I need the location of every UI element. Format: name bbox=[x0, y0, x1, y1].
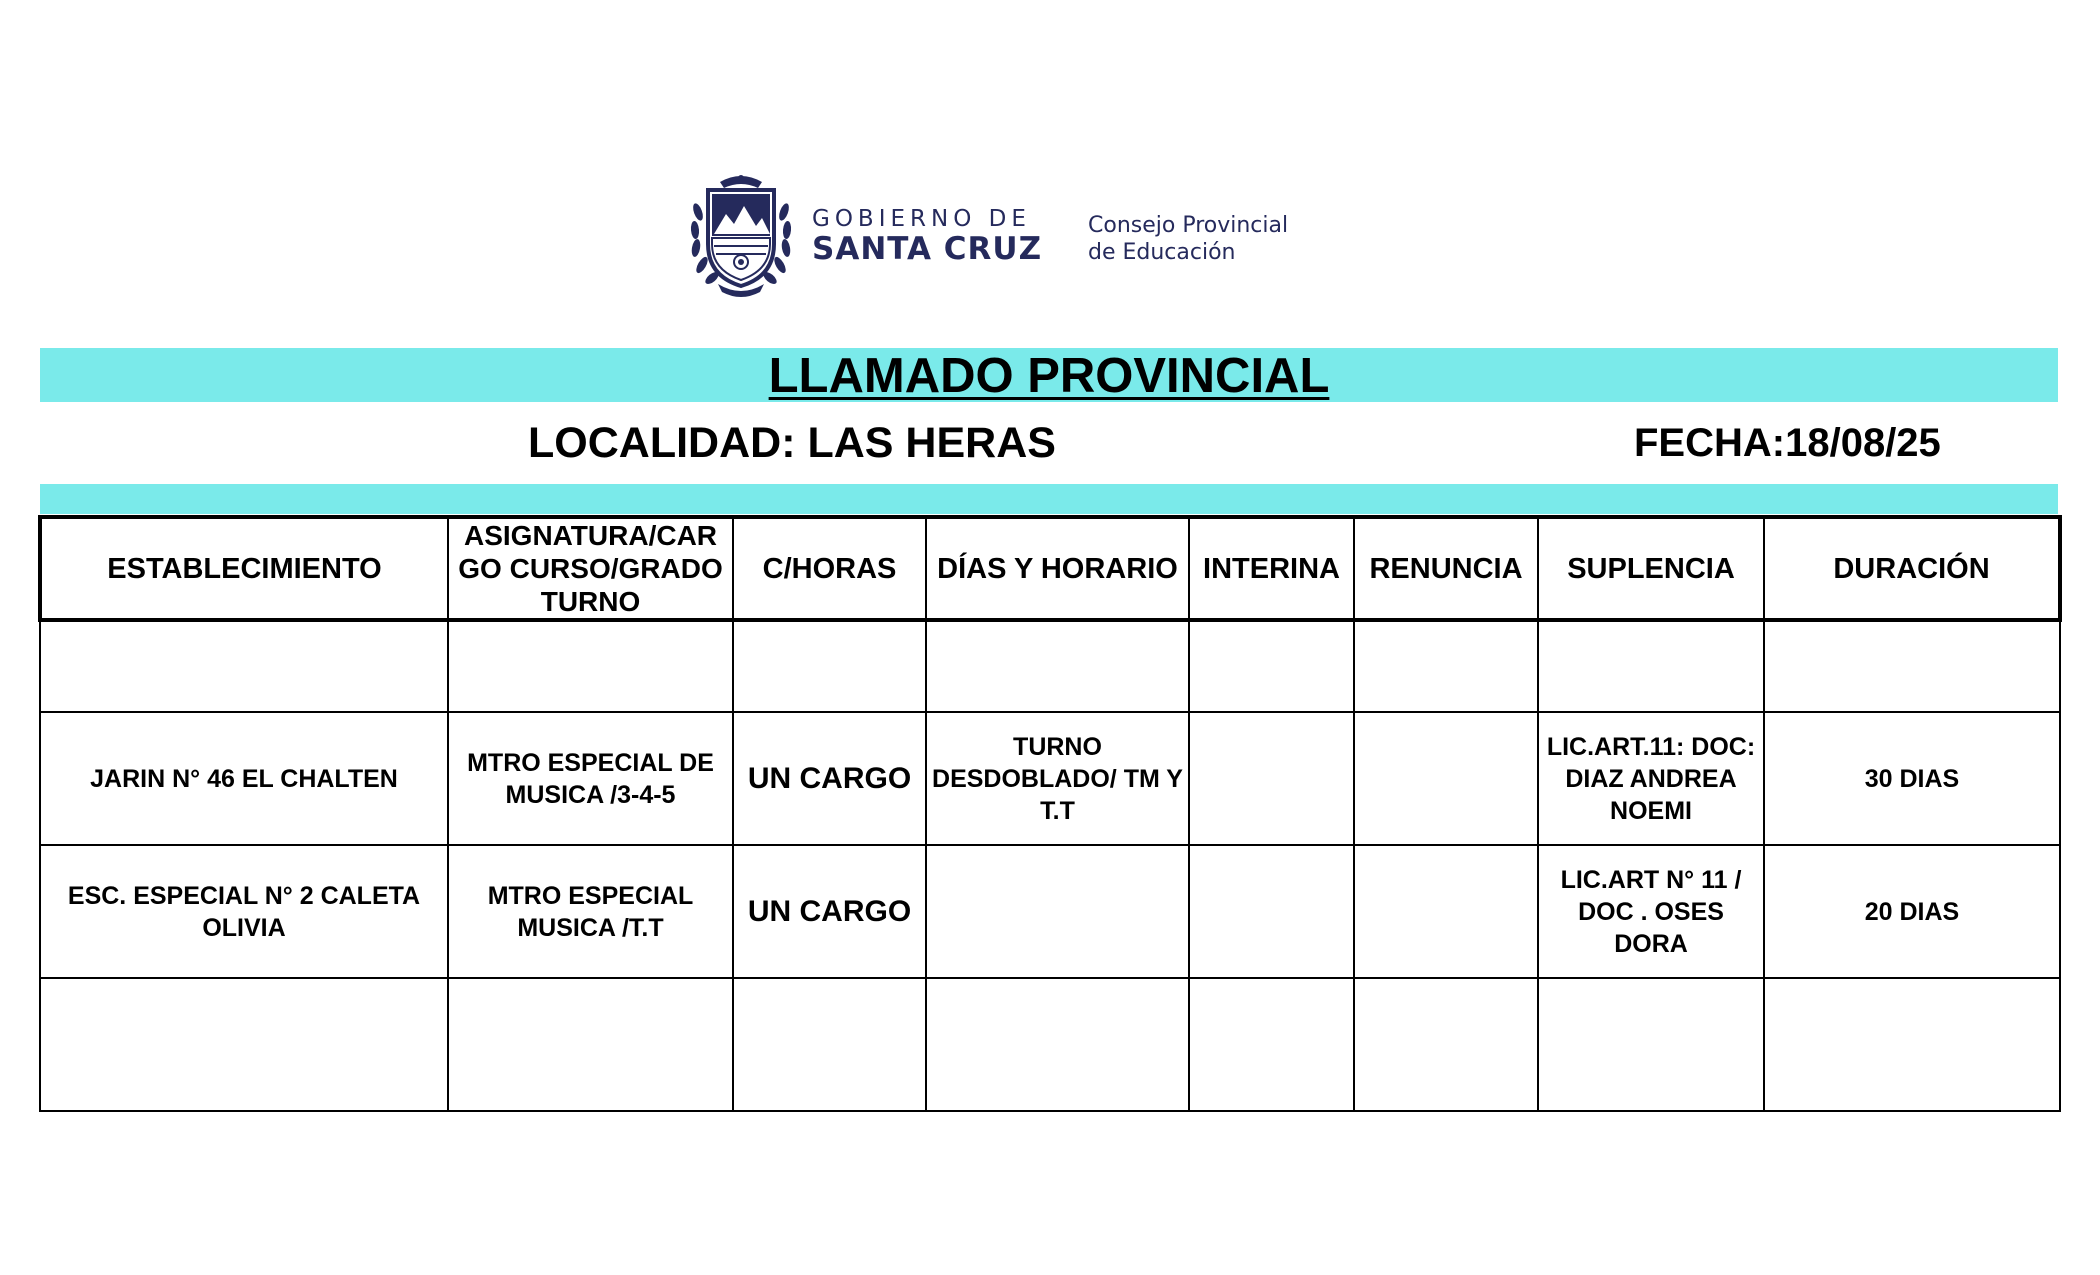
table-cell: JARIN N° 46 EL CHALTEN bbox=[40, 712, 448, 845]
table-row bbox=[40, 620, 2060, 712]
table-cell bbox=[40, 978, 448, 1111]
table-cell bbox=[1538, 978, 1764, 1111]
column-header: ASIGNATURA/CAR GO CURSO/GRADO TURNO bbox=[448, 517, 733, 620]
column-header: ESTABLECIMIENTO bbox=[40, 517, 448, 620]
table-cell: LIC.ART N° 11 / DOC . OSES DORA bbox=[1538, 845, 1764, 978]
table-cell: 20 DIAS bbox=[1764, 845, 2060, 978]
table-cell bbox=[1189, 845, 1354, 978]
column-header: SUPLENCIA bbox=[1538, 517, 1764, 620]
column-header: DÍAS Y HORARIO bbox=[926, 517, 1189, 620]
table-cell: MTRO ESPECIAL MUSICA /T.T bbox=[448, 845, 733, 978]
table-cell: TURNO DESDOBLADO/ TM Y T.T bbox=[926, 712, 1189, 845]
table-cell bbox=[926, 845, 1189, 978]
table-cell bbox=[1764, 620, 2060, 712]
table-cell bbox=[733, 620, 926, 712]
column-header: RENUNCIA bbox=[1354, 517, 1538, 620]
column-header: DURACIÓN bbox=[1764, 517, 2060, 620]
council-line-1: Consejo Provincial bbox=[1088, 213, 1289, 238]
table-cell bbox=[1189, 620, 1354, 712]
table-cell: UN CARGO bbox=[733, 845, 926, 978]
table-cell bbox=[1189, 712, 1354, 845]
table-cell bbox=[448, 978, 733, 1111]
table-cell bbox=[733, 978, 926, 1111]
locality-label: LOCALIDAD: LAS HERAS bbox=[528, 419, 1056, 467]
column-header: C/HORAS bbox=[733, 517, 926, 620]
table-cell bbox=[1189, 978, 1354, 1111]
table-cell bbox=[40, 620, 448, 712]
council-line-2: de Educación bbox=[1088, 240, 1236, 265]
table-cell bbox=[1764, 978, 2060, 1111]
table-cell bbox=[1538, 620, 1764, 712]
header-logo bbox=[690, 172, 1330, 302]
table-cell: ESC. ESPECIAL N° 2 CALETA OLIVIA bbox=[40, 845, 448, 978]
table-row bbox=[40, 712, 2060, 845]
table-header-row bbox=[40, 517, 2060, 620]
table-cell bbox=[448, 620, 733, 712]
table-cell: MTRO ESPECIAL DE MUSICA /3-4-5 bbox=[448, 712, 733, 845]
vacancy-table bbox=[38, 515, 2062, 1112]
date-label: FECHA:18/08/25 bbox=[1634, 421, 1941, 465]
government-line-1: GOBIERNO DE bbox=[812, 206, 1031, 232]
table-cell bbox=[1354, 845, 1538, 978]
government-name bbox=[812, 206, 1042, 266]
table-cell bbox=[1354, 712, 1538, 845]
column-header: INTERINA bbox=[1189, 517, 1354, 620]
table-cell bbox=[1354, 978, 1538, 1111]
table-cell: 30 DIAS bbox=[1764, 712, 2060, 845]
table-cell bbox=[926, 620, 1189, 712]
table-top-highlight-bar bbox=[40, 484, 2058, 514]
government-line-2: SANTA CRUZ bbox=[812, 231, 1043, 267]
table-row bbox=[40, 845, 2060, 978]
table-cell: LIC.ART.11: DOC: DIAZ ANDREA NOEMI bbox=[1538, 712, 1764, 845]
table-cell bbox=[1354, 620, 1538, 712]
table-cell: UN CARGO bbox=[733, 712, 926, 845]
table-cell bbox=[926, 978, 1189, 1111]
table-row bbox=[40, 978, 2060, 1111]
council-name bbox=[1088, 212, 1288, 266]
provincial-seal-icon bbox=[690, 172, 792, 300]
page-title: LLAMADO PROVINCIAL bbox=[768, 349, 1330, 403]
